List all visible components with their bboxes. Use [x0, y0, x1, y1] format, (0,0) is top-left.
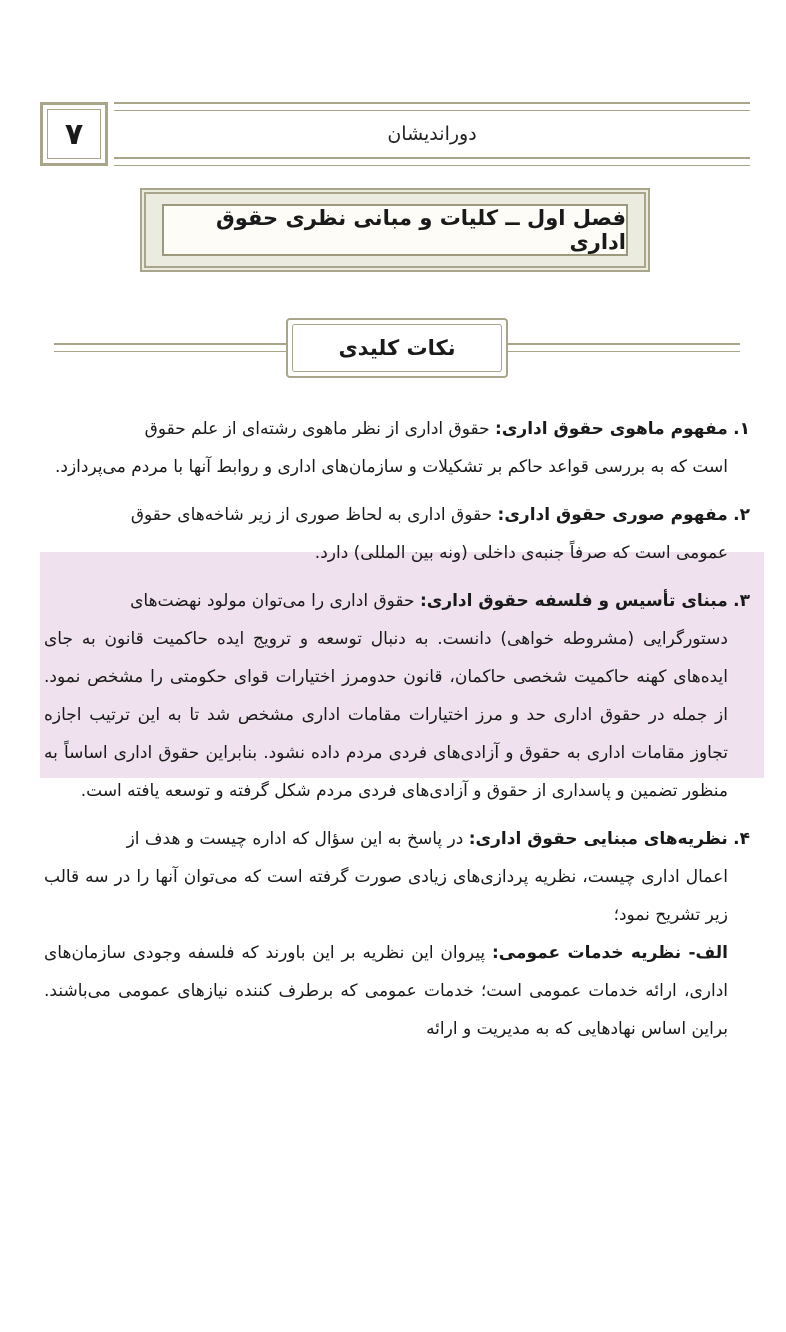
item-text-first: حقوق اداری را می‌توان مولود نهضت‌های: [130, 591, 420, 611]
sub-item-alef: [44, 934, 750, 1048]
item-text: اعمال اداری چیست، نظریه پردازی‌های زیادی صورت گرفته است که می‌توان آنها را در سه قالب زیر تشریح نمود؛: [44, 867, 728, 925]
key-point-1: [44, 410, 750, 486]
divider-right: [508, 343, 740, 352]
item-title: نظریه‌های مبنایی حقوق اداری:: [468, 829, 728, 849]
chapter-title: فصل اول ــ کلیات و مبانی نظری حقوق اداری: [162, 204, 628, 256]
section-heading-box: [286, 318, 508, 378]
page-number-box: [40, 102, 108, 166]
item-number: ۱.: [733, 419, 750, 439]
divider-left: [54, 343, 286, 352]
item-title: مفهوم ماهوی حقوق اداری:: [495, 419, 728, 439]
sub-item-title: نظریه خدمات عمومی:: [491, 943, 689, 963]
item-number: ۴.: [733, 829, 750, 849]
chapter-banner: [140, 188, 650, 272]
key-point-2: [44, 496, 750, 572]
item-text: است که به بررسی قواعد حاکم بر تشکیلات و سازمان‌های اداری و روابط آنها با مردم می‌پردازد.: [54, 457, 728, 477]
key-point-4: [44, 820, 750, 1048]
running-header: [114, 102, 750, 166]
page-number: ۷: [47, 109, 101, 159]
page-body: [44, 410, 750, 1058]
item-title: مفهوم صوری حقوق اداری:: [497, 505, 728, 525]
sub-item-label: الف-: [688, 943, 728, 963]
item-text-first: حقوق اداری از نظر ماهوی رشته‌ای از علم حقوق: [144, 419, 496, 439]
item-number: ۲.: [733, 505, 750, 525]
item-text-first: حقوق اداری به لحاظ صوری از زیر شاخه‌های حقوق: [130, 505, 498, 525]
item-title: مبنای تأسیس و فلسفه حقوق اداری:: [419, 591, 728, 611]
sub-item-text: پیروان این نظریه بر این باورند که فلسفه وجودی سازمان‌های اداری، ارائه خدمات عمومی است؛ خدمات عمومی که برطرف کننده نیازهای عمومی می‌باشند. براین اساس نهادهایی که به مدیریت و ارائه: [44, 943, 728, 1039]
section-title: نکات کلیدی: [292, 324, 502, 372]
key-point-3: [44, 582, 750, 810]
item-text: دستورگرایی (مشروطه خواهی) دانست. به دنبال توسعه و ترویج ایده حاکمیت قانون به جای ایده‌های کهنه حاکمیت شخصی حاکمان، قانون حدومرز اختیارات قوای حکومتی را مشخص نمود. از جمله در حقوق اداری حد و مرز اختیارات مقامات اداری مشخص شد تا به این ترتیب اجازه تجاوز مقامات اداری به حقوق و آزادی‌های فردی مردم داده نشود. بنابراین حقوق اداری اساساً به منظور تضمین و پاسداری از حقوق و آزادی‌های فردی مردم شکل گرفته و توسعه یافته است.: [44, 629, 728, 801]
item-text-first: در پاسخ به این سؤال که اداره چیست و هدف از: [126, 829, 469, 849]
item-number: ۳.: [733, 591, 750, 611]
item-text: عمومی است که صرفاً جنبه‌ی داخلی (ونه بین المللی) دارد.: [314, 543, 728, 563]
running-title: دوراندیشان: [387, 123, 477, 145]
